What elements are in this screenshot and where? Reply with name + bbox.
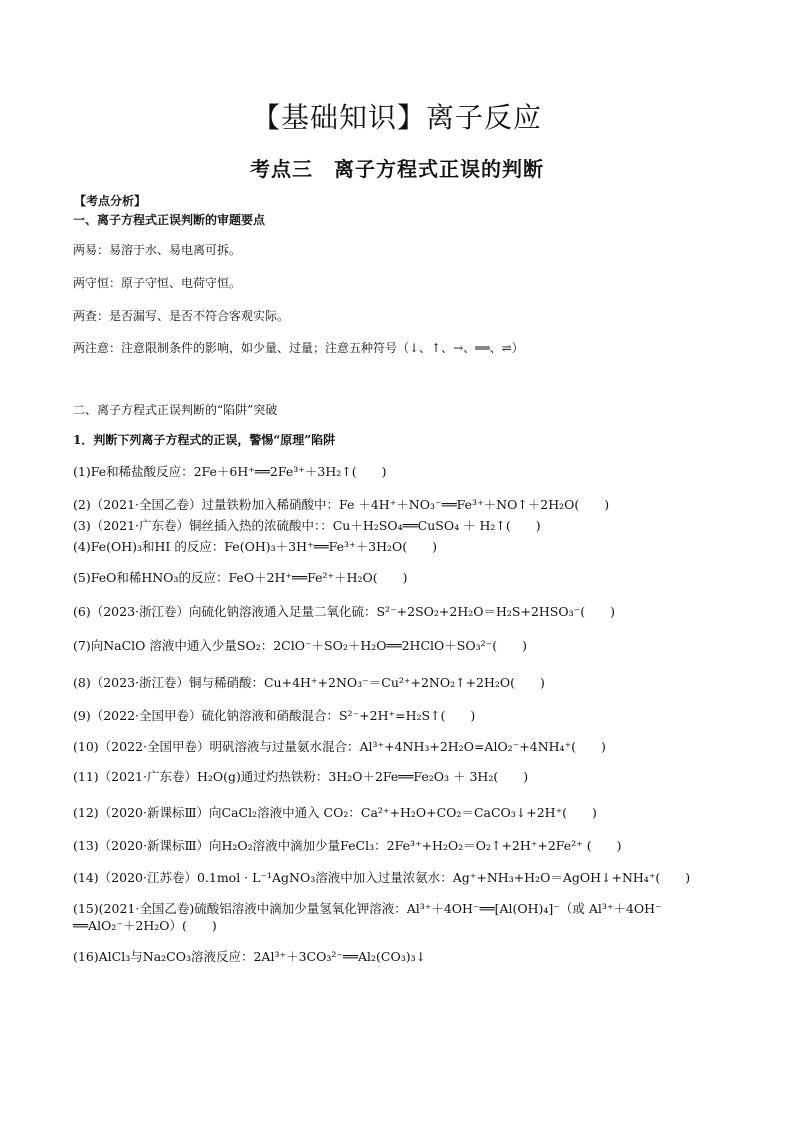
section2-heading: 二、离子方程式正误判断的“陷阱”突破 xyxy=(73,403,278,417)
question-item: (16)AlCl₃与Na₂CO₃溶液反应：2Al³⁺＋3CO₃²⁻══Al₂(CO₃)₃↓ xyxy=(73,949,427,964)
rule-item: 两注意：注意限制条件的影响，如少量、过量；注意五种符号（↓、↑、→、══、⇌） xyxy=(73,341,524,355)
question-item: (13)（2020·新课标Ⅲ）向H₂O₂溶液中滴加少量FeCl₃：2Fe³⁺+H₂O₂＝O₂↑+2H⁺+2Fe²⁺ ( ) xyxy=(73,838,622,853)
rule-item: 两查：是否漏写、是否不符合客观实际。 xyxy=(73,309,290,323)
question-item: (8)（2023·浙江卷）铜与稀硝酸：Cu+4H⁺+2NO₃⁻＝Cu²⁺+2NO₂↑+2H₂O( ) xyxy=(73,675,545,690)
analysis-label: 【考点分析】 xyxy=(74,194,147,208)
question-item: (3)（2021·广东卷）铜丝插入热的浓硫酸中：：Cu＋H₂SO₄══CuSO₄ ＋ H₂↑( ) xyxy=(73,518,541,533)
question-item: (10)（2022·全国甲卷）明矾溶液与过量氨水混合：Al³⁺+4NH₃+2H₂O=AlO₂⁻+4NH₄⁺( ) xyxy=(73,739,606,754)
question-item: (5)FeO和稀HNO₃的反应：FeO＋2H⁺══Fe²⁺＋H₂O( ) xyxy=(73,570,408,585)
rule-item: 两易：易溶于水、易电离可拆。 xyxy=(73,243,242,257)
question-item: (4)Fe(OH)₃和HI 的反应：Fe(OH)₃＋3H⁺══Fe³⁺＋3H₂O( ) xyxy=(73,539,437,554)
question-item: (6)（2023·浙江卷）向硫化钠溶液通入足量二氧化硫：S²⁻+2SO₂+2H₂O＝H₂S+2HSO₃⁻( ) xyxy=(73,604,615,619)
question-item: (15)(2021·全国乙卷)硫酸铝溶液中滴加少量氢氧化钾溶液：Al³⁺＋4OH⁻══[Al(OH)₄]⁻（或 Al³⁺＋4OH⁻ xyxy=(73,901,662,916)
question-item: (12)（2020·新课标Ⅲ）向CaCl₂溶液中通入 CO₂：Ca²⁺+H₂O+CO₂＝CaCO₃↓+2H⁺( ) xyxy=(73,805,597,820)
section1-heading: 一、离子方程式正误判断的审题要点 xyxy=(73,213,266,227)
rule-item: 两守恒：原子守恒、电荷守恒。 xyxy=(73,276,242,290)
question-item: (7)向NaClO 溶液中通入少量SO₂：2ClO⁻＋SO₂＋H₂O══2HClO＋SO₃²⁻( ) xyxy=(73,638,527,653)
question-item: (14)（2020·江苏卷）0.1mol · L⁻¹AgNO₃溶液中加入过量浓氨水：Ag⁺+NH₃+H₂O＝AgOH↓+NH₄⁺( ) xyxy=(73,870,691,885)
question-item: (11)（2021·广东卷）H₂O(g)通过灼热铁粉：3H₂O＋2Fe══Fe₂O₃ ＋ 3H₂( ) xyxy=(73,769,529,784)
question-item: (2)（2021·全国乙卷）过量铁粉加入稀硝酸中：Fe ＋4H⁺＋NO₃⁻══Fe³⁺＋NO↑＋2H₂O( ) xyxy=(73,497,610,512)
question-item: ══AlO₂⁻＋2H₂O）( ) xyxy=(73,918,217,933)
page-title: 【基础知识】离子反应 xyxy=(251,101,542,134)
section2-subheading: 1．判断下列离子方程式的正误，警惕“原理”陷阱 xyxy=(73,433,336,447)
question-item: (9)（2022·全国甲卷）硫化钠溶液和硝酸混合：S²⁻+2H⁺=H₂S↑( ) xyxy=(73,708,476,723)
section-title: 考点三 离子方程式正误的判断 xyxy=(250,157,544,181)
question-item: (1)Fe和稀盐酸反应：2Fe＋6H⁺══2Fe³⁺＋3H₂↑( ) xyxy=(73,464,387,479)
